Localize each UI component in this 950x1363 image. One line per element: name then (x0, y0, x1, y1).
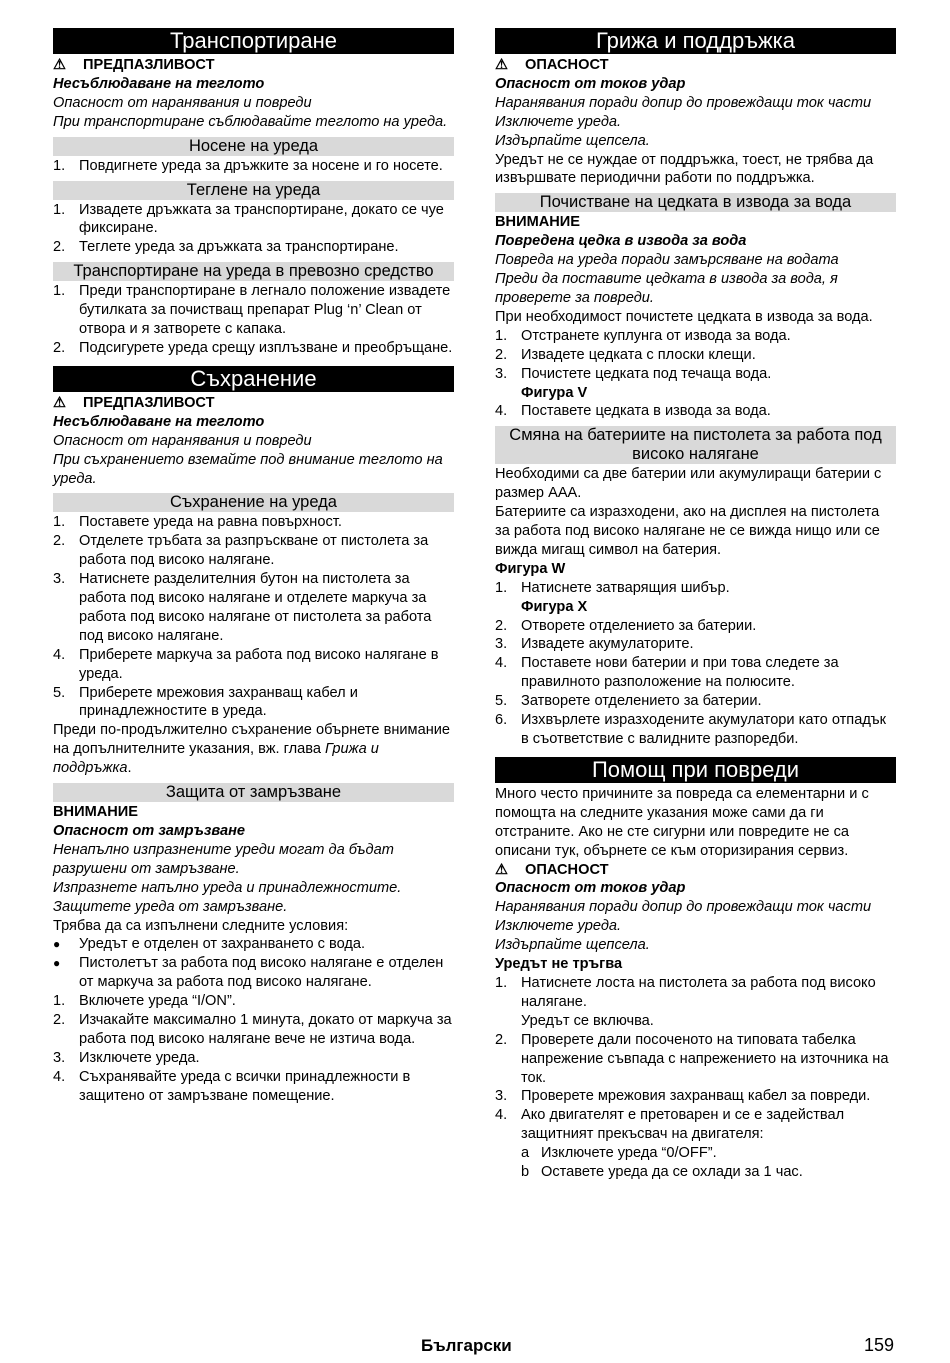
list-item: 3. Извадете акумулаторите. (495, 636, 694, 653)
subsection-title-pull: Теглене на уреда (53, 181, 454, 200)
figure-reference: Фигура W (495, 560, 566, 577)
fault-heading: Уредът не тръгва (495, 956, 623, 973)
danger-line: Издърпайте щепсела. (495, 132, 650, 149)
conditions-intro: Трябва да са изпълнени следните условия: (53, 917, 349, 934)
danger-line: Наранявания поради допир до провеждащи ток части (495, 899, 872, 916)
attention-label: ВНИМАНИЕ (495, 214, 581, 231)
list-item: 1. Натиснете лоста на пистолета за работа под високо налягане. (495, 974, 876, 1010)
list-item: 3. Изключете уреда. (53, 1049, 200, 1066)
list-item: 2. Подсигурете уреда срещу изплъзване и преобръщане. (53, 339, 453, 356)
list-item: 3. Натиснете разделителния бутон на пистолета за работа под високо налягане и отделете маркуча за работа под високо налягане от пистолета за работа под високо налягане. (53, 571, 432, 644)
caution-heading: Несъблюдаване на теглото (53, 413, 265, 430)
list-item: 4. Приберете маркуча за работа под високо налягане в уреда. (53, 646, 439, 682)
list-item: 4. Съхранявайте уреда с всички принадлежности в защитено от замръзване помещение. (53, 1068, 411, 1104)
sub-list-item: b Оставете уреда да се охлади за 1 час. (521, 1164, 803, 1181)
list-item: 6. Изхвърлете изразходените акумулатори като отпадък в съответствие с валидните разпоредби. (495, 712, 887, 747)
danger-heading: Опасност от токов удар (495, 880, 686, 897)
list-item: 4. Поставете нови батерии и при това следете за правилното разположение на полюсите. (495, 655, 839, 691)
list-item: 1. Повдигнете уреда за дръжките за носене и го носете. (53, 157, 443, 174)
section-title-trouble: Помощ при повреди (495, 757, 896, 783)
left-column (53, 28, 454, 1106)
caution-line: При съхранението вземайте под внимание теглото на уреда. (53, 451, 443, 487)
list-item: 2. Проверете дали посоченото на типовата табелка напрежение съвпада с напрежението на източника на ток. (495, 1031, 889, 1086)
bullet-dot-icon: ● (53, 937, 61, 952)
section-title-transport: Транспортиране (53, 28, 454, 54)
list-item: 2. Извадете цедката с плоски клещи. (495, 346, 756, 363)
caution-label-text: ПРЕДПАЗЛИВОСТ (83, 57, 215, 73)
bullet-dot-icon: ● (53, 956, 61, 971)
list-item: 1. Отстранете куплунга от извода за вода. (495, 327, 791, 344)
list-item: 3. Почистете цедката под течаща вода. (495, 365, 772, 382)
caution-label (53, 394, 454, 413)
section-title-care: Грижа и поддръжка (495, 28, 896, 54)
caution-line: При транспортиране съблюдавайте теглото на уреда. (53, 113, 448, 130)
figure-reference: Фигура X (521, 598, 588, 615)
danger-label (495, 861, 896, 880)
chapter-reference: Грижа и поддръжка (53, 741, 379, 777)
subsection-title-battery: Смяна на батериите на пистолета за работа под високо налягане (495, 426, 896, 464)
subsection-title-strainer: Почистване на цедката в извода за вода (495, 193, 896, 212)
battery-paragraph: Батериите са изразходени, ако на дисплея на пистолета за работа под високо налягане не се вижда нищо или се вижда мигащ символ на батерия. (495, 504, 880, 558)
list-item: 2. Отворете отделението за батерии. (495, 617, 757, 634)
danger-heading: Опасност от токов удар (495, 75, 686, 92)
danger-label (495, 56, 896, 75)
care-intro: Уредът не се нуждае от поддръжка, тоест, не трябва да извършвате периодични работи по поддръжка. (495, 151, 874, 187)
bullet-item: ● Уредът е отделен от захранването с вода. (53, 936, 366, 953)
attention-heading: Опасност от замръзване (53, 823, 246, 839)
warning-triangle-icon: ⚠ (495, 57, 509, 73)
list-item: 4. Поставете цедката в извода за вода. (495, 403, 771, 420)
list-item: 1. Включете уреда “I/ON”. (53, 993, 236, 1010)
danger-label-text: ОПАСНОСТ (525, 57, 609, 73)
list-item: 2. Теглете уреда за дръжката за транспортиране. (53, 239, 399, 256)
danger-line: Издърпайте щепсела. (495, 937, 650, 954)
footer-language: Български (421, 1336, 512, 1355)
list-item: 4. Ако двигателят е претоварен и се е задействал защитният прекъсвач на двигателя: (495, 1107, 845, 1143)
caution-heading: Несъблюдаване на теглото (53, 75, 265, 92)
subsection-title-vehicle: Транспортиране на уреда в превозно средство (53, 262, 454, 281)
warning-triangle-icon: ⚠ (53, 394, 67, 411)
list-item: 2. Отделете тръбата за разпръскване от пистолета за работа под високо налягане. (53, 533, 429, 569)
list-item: 2. Изчакайте максимално 1 минута, докато от маркуча за работа под високо налягане вече не изтича вода. (53, 1012, 452, 1047)
trouble-intro: Много често причините за повреда са елементарни и с помощта на следните указания може сами да ги отстраните. Ако не сте сигурни или повредите не са описани тук, обърнете се към оторизирания сервиз. (495, 785, 869, 859)
section-title-storage: Съхранение (53, 366, 454, 392)
right-column (495, 28, 896, 1182)
list-item: 1. Преди транспортиране в легнало положение извадете бутилката за почистващ препарат Plug ‘n’ Clean от отвора и я затворете с капака. (53, 283, 451, 338)
subsection-title-carry: Носене на уреда (53, 137, 454, 156)
caution-line: Опасност от наранявания и повреди (53, 432, 312, 449)
caution-line: Опасност от наранявания и повреди (53, 94, 312, 111)
attention-line: Повреда на уреда поради замърсяване на водата (495, 252, 839, 269)
attention-line: Защитете уреда от замръзване. (53, 898, 288, 915)
danger-line: Изключете уреда. (495, 113, 622, 130)
page-number: 159 (864, 1335, 895, 1355)
strainer-intro: При необходимост почистете цедката в извода за вода. (495, 308, 873, 325)
bullet-item: ● Пистолетът за работа под високо налягане е отделен от маркуча за работа под високо налягане. (53, 955, 444, 991)
store-note: Преди по-продължително съхранение обърнете внимание на допълнителните указания, вж. глава Грижа и поддръжка. (53, 722, 451, 777)
warning-triangle-icon: ⚠ (53, 57, 67, 73)
figure-reference: Фигура V (521, 384, 588, 401)
attention-line: Изпразнете напълно уреда и принадлежностите. (53, 879, 402, 896)
list-item: 1. Извадете дръжката за транспортиране, докато се чуе фиксиране. (53, 201, 444, 237)
list-item: 3. Проверете мрежовия захранващ кабел за повреди. (495, 1088, 871, 1105)
attention-line: Ненапълно изпразнените уреди могат да бъдат разрушени от замръзване. (53, 841, 394, 877)
list-item: 5. Затворете отделението за батерии. (495, 693, 762, 710)
warning-triangle-icon: ⚠ (495, 861, 509, 878)
list-item: 1. Натиснете затварящия шибър. (495, 579, 730, 596)
list-item: 5. Приберете мрежовия захранващ кабел и принадлежностите в уреда. (53, 684, 358, 720)
attention-label: ВНИМАНИЕ (53, 804, 139, 821)
list-item: 1. Поставете уреда на равна повърхност. (53, 514, 342, 531)
battery-paragraph: Необходими са две батерии или акумулиращи батерии с размер AAA. (495, 466, 882, 502)
danger-line: Изключете уреда. (495, 918, 622, 935)
caution-label-text: ПРЕДПАЗЛИВОСТ (83, 394, 215, 411)
step-result: Уредът се включва. (521, 1012, 654, 1029)
subsection-title-frost: Защита от замръзване (53, 783, 454, 802)
attention-heading: Повредена цедка в извода за вода (495, 233, 747, 250)
caution-label (53, 56, 454, 75)
sub-list-item: a Изключете уреда “0/OFF”. (521, 1145, 717, 1162)
attention-line: Преди да поставите цедката в извода за вода, я проверете за повреди. (495, 271, 838, 306)
danger-label-text: ОПАСНОСТ (525, 861, 609, 878)
subsection-title-store: Съхранение на уреда (53, 493, 454, 512)
danger-line: Наранявания поради допир до провеждащи ток части (495, 94, 872, 111)
